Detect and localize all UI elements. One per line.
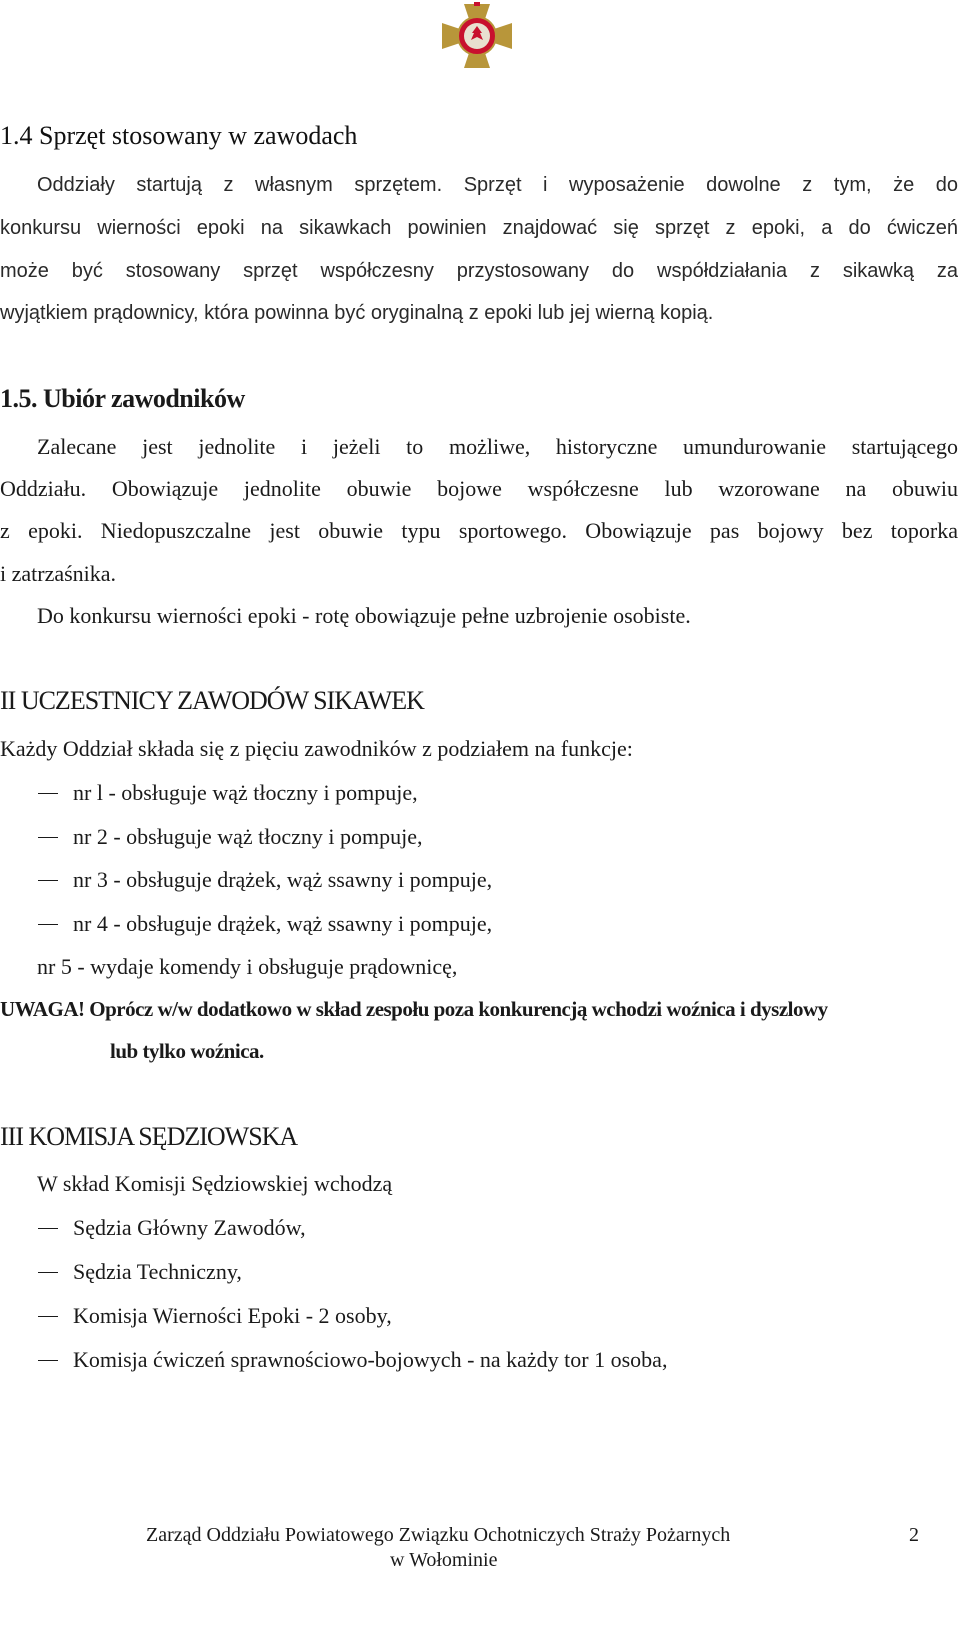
list-dash bbox=[38, 837, 58, 838]
list-item: Sędzia Techniczny, bbox=[73, 1259, 242, 1284]
paragraph-line: konkursu wierności epoki na sikawkach powinien znajdować się sprzęt z epoki, a do ćwiczeń bbox=[0, 217, 958, 239]
list-dash bbox=[38, 924, 58, 925]
list-dash bbox=[38, 880, 58, 881]
list-item: nr l - obsługuje wąż tłoczny i pompuje, bbox=[73, 780, 418, 805]
section-2-intro: Każdy Oddział składa się z pięciu zawodników z podziałem na funkcje: bbox=[0, 736, 633, 761]
section-2-title: II UCZESTNICY ZAWODÓW SIKAWEK bbox=[0, 686, 424, 715]
list-item: Komisja ćwiczeń sprawnościowo-bojowych - na każdy tor 1 osoba, bbox=[73, 1347, 668, 1372]
page-number: 2 bbox=[909, 1524, 919, 1546]
footer-line-2: w Wołominie bbox=[390, 1549, 498, 1571]
paragraph-line: z epoki. Niedopuszczalne jest obuwie typu sportowego. Obowiązuje pas bojowy bez toporka bbox=[0, 518, 958, 543]
note-text: Oprócz w/w dodatkowo w skład zespołu poza konkurencją wchodzi woźnica i dyszlowy bbox=[84, 997, 828, 1021]
list-item: nr 5 - wydaje komendy i obsługuje prądownicę, bbox=[37, 954, 458, 979]
footer-line-1: Zarząd Oddziału Powiatowego Związku Ochotniczych Straży Pożarnych bbox=[146, 1524, 731, 1546]
list-item: nr 2 - obsługuje wąż tłoczny i pompuje, bbox=[73, 824, 423, 849]
list-dash bbox=[38, 1228, 58, 1229]
note-line bbox=[0, 997, 828, 1022]
paragraph-line: Oddziału. Obowiązuje jednolite obuwie bojowe współczesne lub wzorowane na obuwiu bbox=[0, 476, 958, 501]
paragraph-line: może być stosowany sprzęt współczesny przystosowany do współdziałania z sikawką za bbox=[0, 260, 958, 282]
section-1-4-title: 1.4 Sprzęt stosowany w zawodach bbox=[0, 121, 358, 150]
paragraph-line: Oddziały startują z własnym sprzętem. Sprzęt i wyposażenie dowolne z tym, że do bbox=[37, 174, 958, 196]
list-item: nr 4 - obsługuje drążek, wąż ssawny i pompuje, bbox=[73, 911, 493, 936]
paragraph-line: i zatrzaśnika. bbox=[0, 561, 117, 586]
list-item: Sędzia Główny Zawodów, bbox=[73, 1215, 306, 1240]
osp-emblem-logo bbox=[438, 2, 516, 70]
note-label: UWAGA! bbox=[0, 997, 85, 1021]
section-1-5-title: 1.5. Ubiór zawodników bbox=[0, 384, 245, 413]
list-item: nr 3 - obsługuje drążek, wąż ssawny i pompuje, bbox=[73, 867, 493, 892]
section-3-title: III KOMISJA SĘDZIOWSKA bbox=[0, 1122, 298, 1151]
paragraph-line: wyjątkiem prądownicy, która powinna być oryginalną z epoki lub jej wierną kopią. bbox=[0, 302, 714, 324]
list-dash bbox=[38, 1316, 58, 1317]
list-item: Komisja Wierności Epoki - 2 osoby, bbox=[73, 1303, 392, 1328]
section-3-intro: W skład Komisji Sędziowskiej wchodzą bbox=[37, 1171, 393, 1196]
list-dash bbox=[38, 1360, 58, 1361]
list-dash bbox=[38, 1272, 58, 1273]
paragraph-line: Do konkursu wierności epoki - rotę obowiązuje pełne uzbrojenie osobiste. bbox=[37, 603, 691, 628]
note-line-2: lub tylko woźnica. bbox=[110, 1039, 264, 1063]
paragraph-line: Zalecane jest jednolite i jeżeli to możliwe, historyczne umundurowanie startującego bbox=[37, 434, 958, 459]
list-dash bbox=[38, 793, 58, 794]
